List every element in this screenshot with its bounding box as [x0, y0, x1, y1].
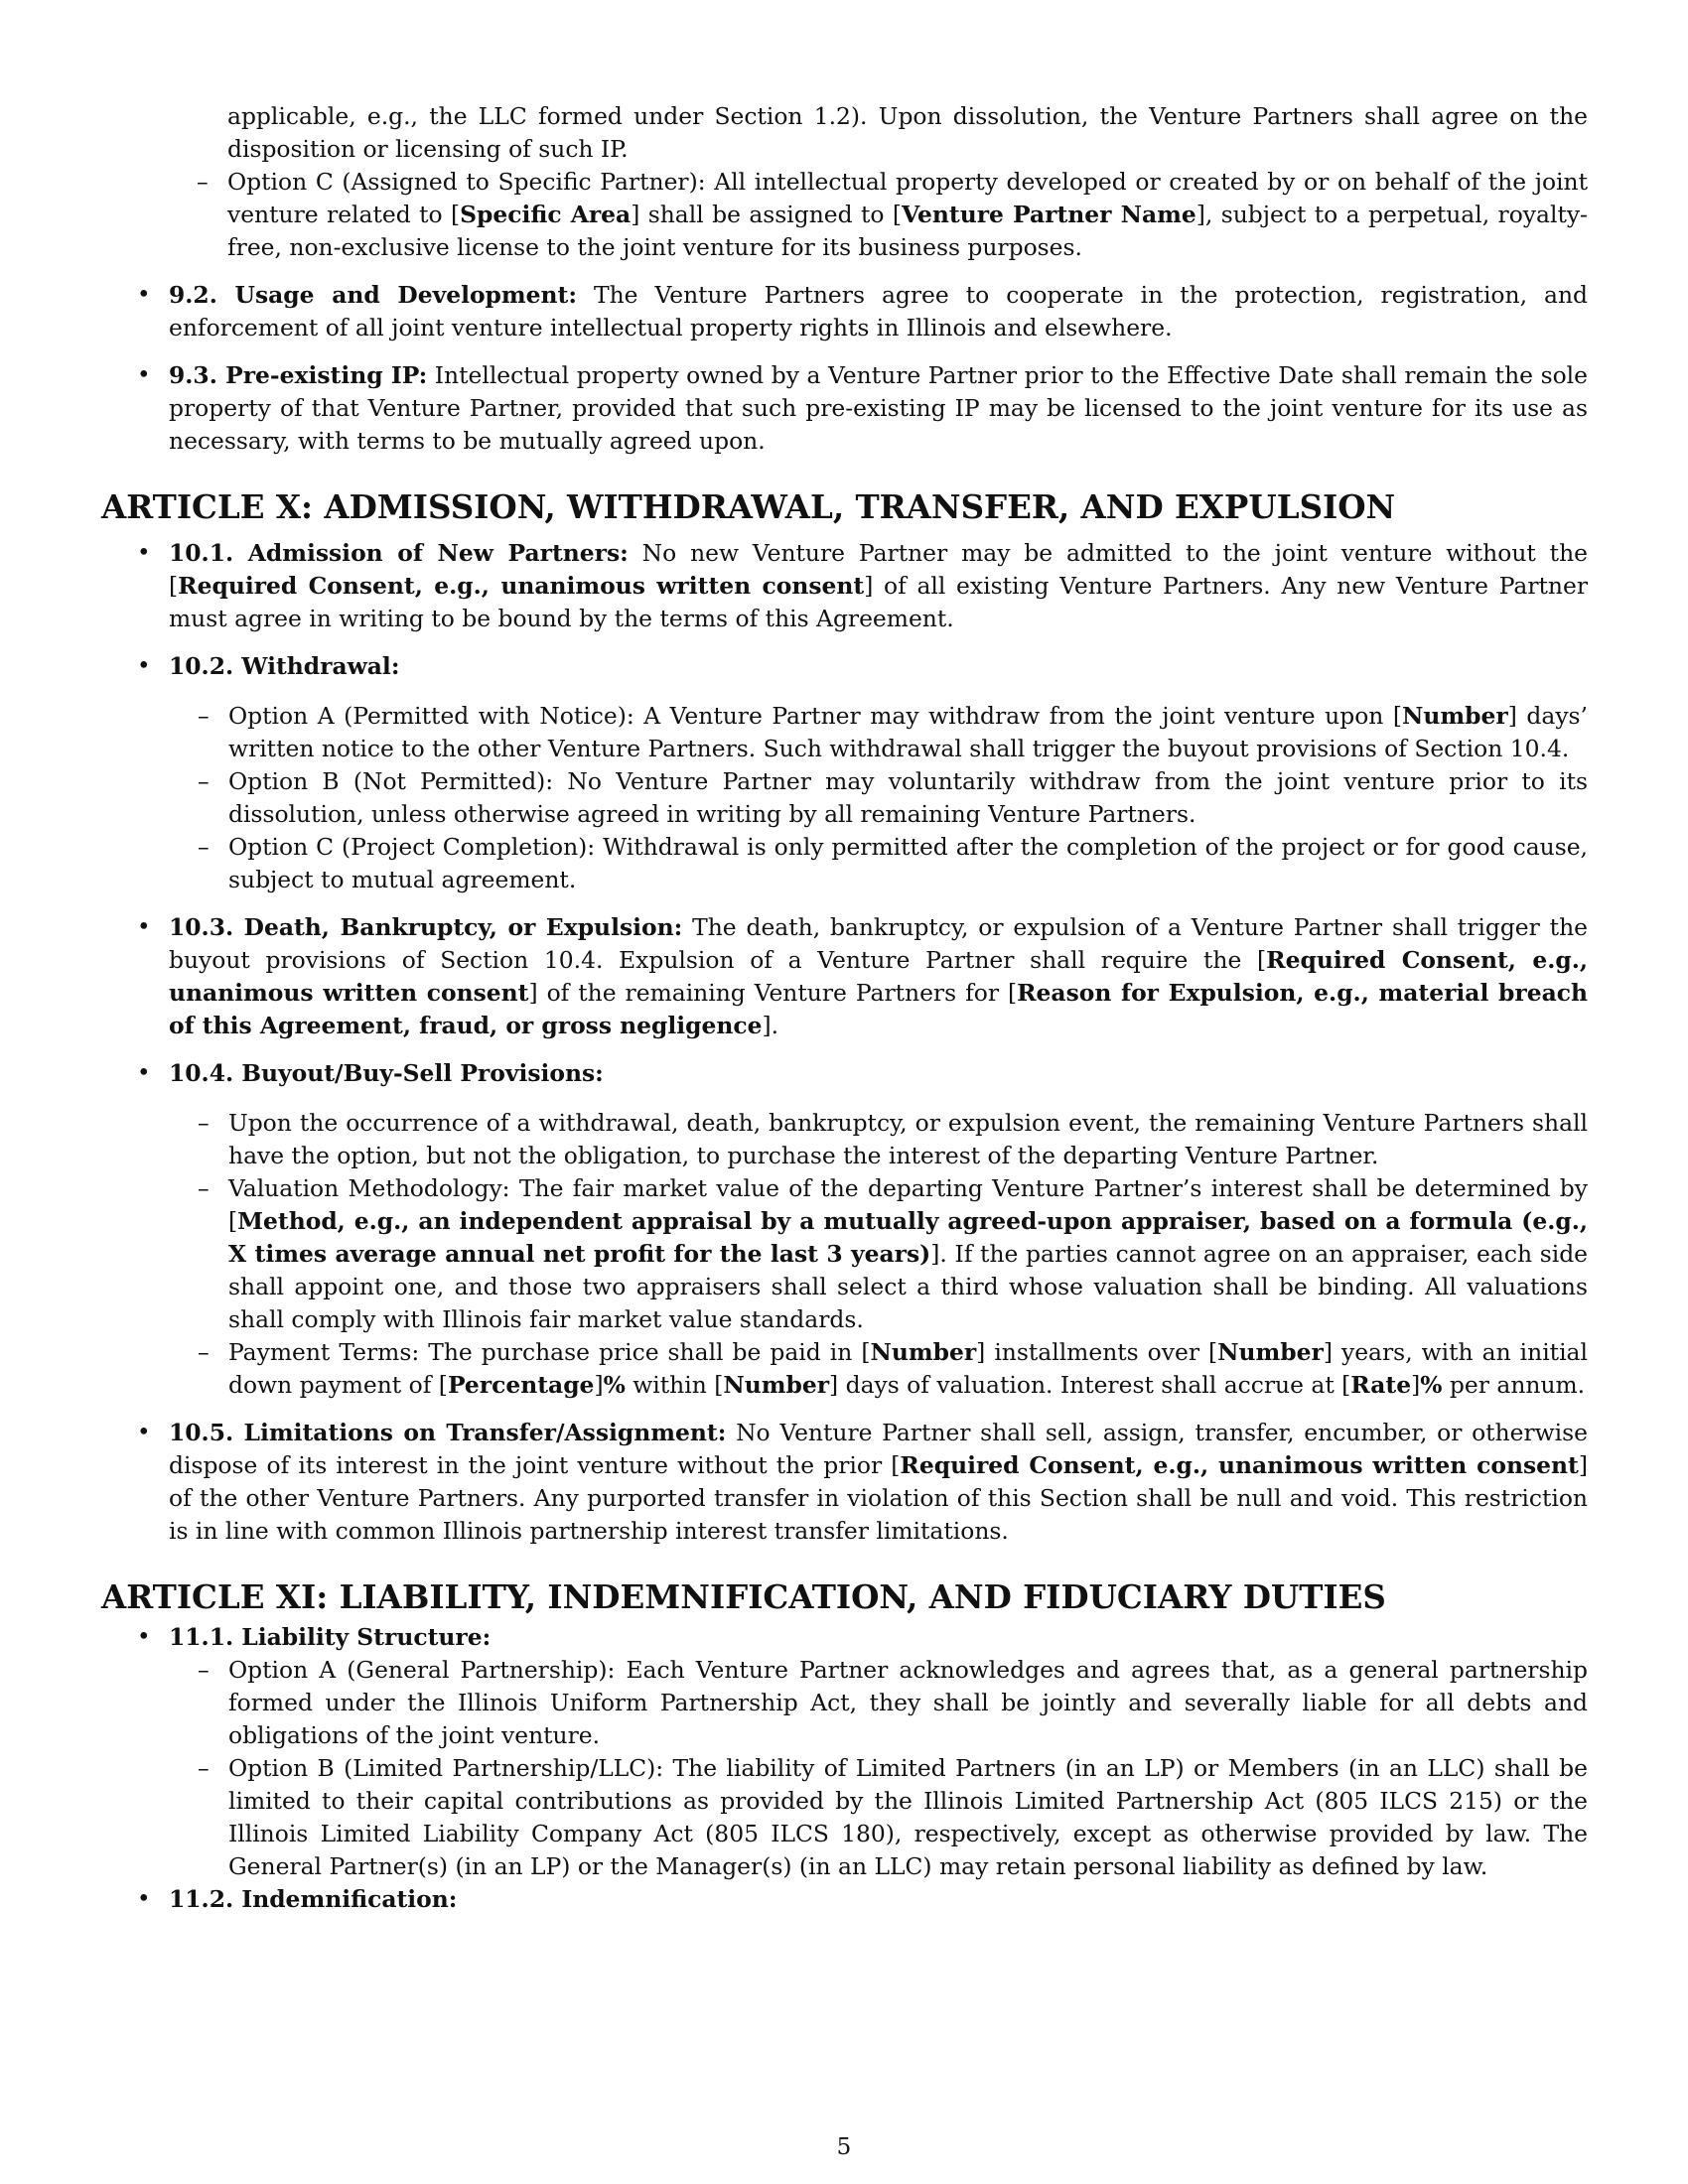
bullet-marker: •	[137, 914, 151, 940]
option-text: ] days’ written notice to the other Venture Partners. Such withdrawal shall trigger the buyout provisions of Section 10.4.	[228, 702, 1588, 762]
article-10-heading: ARTICLE X: ADMISSION, WITHDRAWAL, TRANSFER, AND EXPULSION	[101, 487, 1396, 526]
section-label: 11.2. Indemnification:	[169, 1885, 458, 1913]
buyout-option-to-purchase	[198, 1107, 1588, 1172]
page-content	[101, 100, 1588, 1916]
placeholder-number: Number	[870, 1338, 977, 1366]
section-label: 10.4. Buyout/Buy-Sell Provisions:	[169, 1059, 604, 1087]
provision-text: ] years, with an initial down payment of [	[228, 1338, 1588, 1399]
placeholder-percentage: Percentage	[447, 1371, 595, 1399]
section-text: ] of the other Venture Partners. Any purported transfer in violation of this Section shall be null and void. This restriction is in line with common Illinois partnership interest transfer limitations.	[169, 1451, 1588, 1545]
placeholder-required-consent: Required Consent, e.g., unanimous written consent	[900, 1451, 1579, 1479]
section-11-2	[101, 1883, 1588, 1916]
bullet-marker: •	[137, 653, 151, 679]
dash-marker: –	[198, 1338, 210, 1366]
section-9-2	[101, 279, 1588, 344]
section-text: The death, bankruptcy, or expulsion of a Venture Partner shall trigger the buyout provisions of Section 10.4. Expulsion of a Venture Partner shall require the [	[169, 913, 1588, 974]
option-text: Option C (Project Completion): Withdrawal is only permitted after the completion of the project or for good cause, subject to mutual agreement.	[228, 833, 1588, 893]
bullet-marker: •	[137, 362, 151, 388]
provision-text: within [	[625, 1371, 724, 1399]
provision-text: Upon the occurrence of a withdrawal, death, bankruptcy, or expulsion event, the remaining Venture Partners shall have the option, but not the obligation, to purchase the interest of the departing Venture Partner.	[228, 1109, 1588, 1169]
provision-text: Valuation Methodology: The fair market value of the departing Venture Partner’s interest shall be determined by [	[228, 1174, 1588, 1235]
article-11-heading: ARTICLE XI: LIABILITY, INDEMNIFICATION, AND FIDUCIARY DUTIES	[101, 1577, 1386, 1616]
section-text: ] of all existing Venture Partners. Any new Venture Partner must agree in writing to be bound by the terms of this Agreement.	[169, 572, 1588, 632]
placeholder-number: Number	[1217, 1338, 1324, 1366]
withdrawal-option-b	[198, 765, 1588, 831]
dash-marker: –	[198, 767, 210, 795]
section-10-1	[101, 537, 1588, 635]
placeholder-valuation-method: Method, e.g., an independent appraisal by a mutually agreed-upon appraiser, based on a formula (e.g., X times average annual net profit for the last 3 years)	[228, 1207, 1588, 1268]
section-label: 10.3. Death, Bankruptcy, or Expulsion:	[169, 913, 683, 941]
provision-text: ] days of valuation. Interest shall accrue at [	[829, 1371, 1351, 1399]
article-10-sections	[101, 537, 1588, 1548]
option-text: Option B (Limited Partnership/LLC): The liability of Limited Partners (in an LP) or Members (in an LLC) shall be limited to their capital contributions as provided by the Illinois Limited Partnership Act (805 ILCS 215) or the Illinois Limited Liability Company Act (805 ILCS 180), respectively, except as otherwise provided by law. The General Partner(s) (in an LP) or the Manager(s) (in an LLC) may retain personal liability as defined by law.	[228, 1754, 1588, 1880]
buyout-provisions	[198, 1107, 1589, 1402]
liability-option-b	[198, 1752, 1588, 1883]
section-10-3	[101, 911, 1588, 1042]
option-c-text: Option C (Assigned to Specific Partner): All intellectual property developed or created by or on behalf of the joint venture related to [	[227, 168, 1588, 228]
section-10-4	[101, 1057, 1588, 1402]
option-text: Option A (General Partnership): Each Venture Partner acknowledges and agrees that, as a general partnership formed under the Illinois Uniform Partnership Act, they shall be jointly and severally liable for all debts and obligations of the joint venture.	[228, 1656, 1588, 1749]
buyout-valuation-methodology	[198, 1172, 1589, 1336]
section-text: No Venture Partner shall sell, assign, transfer, encumber, or otherwise dispose of its interest in the joint venture without the prior [	[169, 1419, 1589, 1479]
bullet-marker: •	[137, 1420, 151, 1445]
section-label: 9.2. Usage and Development:	[169, 281, 577, 309]
provision-text: Payment Terms: The purchase price shall be paid in [	[228, 1338, 871, 1366]
section-label: 11.1. Liability Structure:	[169, 1623, 492, 1651]
dash-marker: –	[198, 1754, 210, 1782]
withdrawal-option-a	[198, 700, 1588, 765]
withdrawal-options	[198, 700, 1588, 896]
bullet-marker: •	[137, 1060, 151, 1086]
article-11-sections	[101, 1621, 1588, 1916]
article-9-sections	[101, 279, 1588, 458]
provision-text: ] installments over [	[976, 1338, 1218, 1366]
placeholder-venture-partner-name: Venture Partner Name	[902, 201, 1196, 228]
option-c-text: ], subject to a perpetual, royalty-free, non-exclusive license to the joint venture for its business purposes.	[227, 201, 1588, 261]
dash-marker: –	[198, 702, 210, 730]
section-10-2	[101, 650, 1588, 896]
option-c-text: ] shall be assigned to [	[631, 201, 903, 228]
dash-marker: –	[197, 168, 209, 196]
bullet-marker: •	[137, 1886, 151, 1912]
placeholder-specific-area: Specific Area	[460, 201, 632, 228]
ip-ownership-options-continued	[197, 100, 1588, 264]
option-c-assigned-partner	[197, 166, 1588, 264]
percent-sign: %	[1420, 1371, 1443, 1399]
percent-sign: %	[603, 1371, 626, 1399]
section-text: No new Venture Partner may be admitted to the joint venture without the [	[169, 539, 1588, 600]
option-b-tail-line-2: disposition or licensing of such IP.	[227, 135, 629, 163]
placeholder-number: Number	[723, 1371, 830, 1399]
dash-marker: –	[198, 833, 210, 861]
provision-text: ]. If the parties cannot agree on an appraiser, each side shall appoint one, and those two appraisers shall select a third whose valuation shall be binding. All valuations shall comply with Illinois fair market value standards.	[228, 1240, 1589, 1333]
page-number: 5	[836, 2134, 852, 2160]
option-b-tail-line-1: applicable, e.g., the LLC formed under Section 1.2). Upon dissolution, the Venture Partners shall agree on the	[227, 102, 1588, 130]
option-text: Option A (Permitted with Notice): A Venture Partner may withdraw from the joint venture upon [	[228, 702, 1403, 730]
dash-marker: –	[198, 1174, 210, 1202]
placeholder-required-consent: Required Consent, e.g., unanimous written consent	[169, 946, 1589, 1007]
placeholder-reason-for-expulsion: Reason for Expulsion, e.g., material breach of this Agreement, fraud, or gross negligence	[169, 979, 1588, 1039]
buyout-payment-terms	[198, 1336, 1588, 1402]
provision-text: per annum.	[1442, 1371, 1586, 1399]
liability-option-a	[198, 1654, 1588, 1752]
withdrawal-option-c	[198, 831, 1588, 896]
section-text: The Venture Partners agree to cooperate in the protection, registration, and enforcement of all joint venture intellectual property rights in Illinois and elsewhere.	[169, 281, 1588, 341]
section-11-1	[101, 1621, 1588, 1883]
dash-marker: –	[198, 1656, 210, 1684]
section-9-3	[101, 359, 1588, 458]
provision-text: ]	[594, 1371, 604, 1399]
section-10-5	[101, 1417, 1588, 1548]
placeholder-rate: Rate	[1350, 1371, 1412, 1399]
section-text: Intellectual property owned by a Venture Partner prior to the Effective Date shall remain the sole property of that Venture Partner, provided that such pre-existing IP may be licensed to the joint venture for its use as necessary, with terms to be mutually agreed upon.	[169, 361, 1588, 455]
section-label: 10.5. Limitations on Transfer/Assignment:	[169, 1419, 727, 1446]
dash-marker: –	[198, 1109, 210, 1137]
section-label: 10.1. Admission of New Partners:	[169, 539, 629, 567]
section-text: ] of the remaining Venture Partners for [	[528, 979, 1018, 1007]
liability-options	[198, 1654, 1588, 1883]
bullet-marker: •	[137, 1624, 151, 1650]
bullet-marker: •	[137, 282, 151, 308]
bullet-marker: •	[137, 540, 151, 566]
section-label: 10.2. Withdrawal:	[169, 652, 400, 680]
option-b-continuation	[227, 100, 1588, 166]
provision-text: ]	[1411, 1371, 1421, 1399]
section-label: 9.3. Pre-existing IP:	[169, 361, 428, 389]
placeholder-number: Number	[1402, 702, 1508, 730]
section-text: ].	[762, 1012, 779, 1039]
option-text: Option B (Not Permitted): No Venture Partner may voluntarily withdraw from the joint venture prior to its dissolution, unless otherwise agreed in writing by all remaining Venture Partners.	[228, 767, 1588, 828]
placeholder-required-consent: Required Consent, e.g., unanimous written consent	[178, 572, 865, 600]
